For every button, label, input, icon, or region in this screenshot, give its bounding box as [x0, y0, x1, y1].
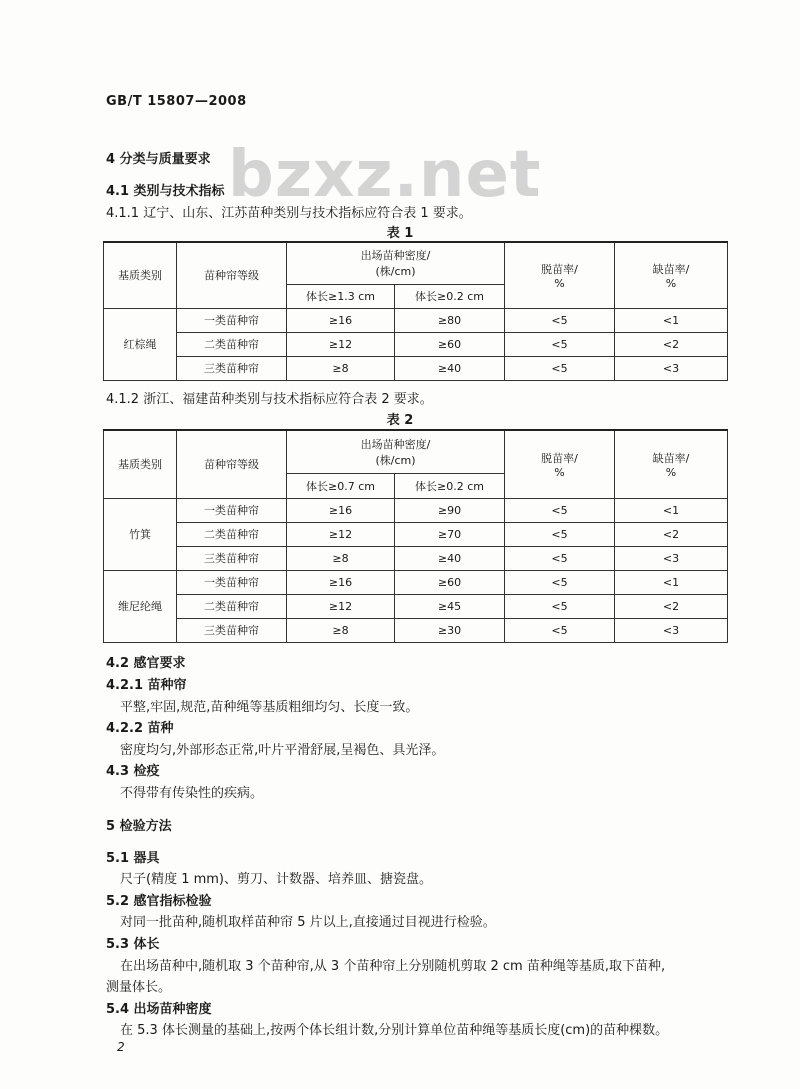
grade-cell: 二类苗种帘 [177, 522, 287, 546]
table-2 [103, 429, 728, 643]
missing-cell: <1 [615, 570, 728, 594]
grade-cell: 一类苗种帘 [177, 498, 287, 522]
header-missing-label: 缺苗率/ [652, 451, 690, 465]
header-density-unit: (株/cm) [375, 453, 416, 467]
header-missing-unit: % [665, 276, 677, 290]
section-4-1-2-text: 4.1.2 浙江、福建苗种类别与技术指标应符合表 2 要求。 [106, 392, 433, 407]
density-a-cell: ≥12 [287, 594, 395, 618]
section-5-3-title: 5.3 体长 [106, 937, 160, 952]
density-b-cell: ≥40 [395, 546, 505, 570]
detach-cell: <5 [505, 522, 615, 546]
section-5-2-body: 对同一批苗种,随机取样苗种帘 5 片以上,直接通过目视进行检验。 [120, 915, 496, 930]
header-length-a: 体长≥0.7 cm [287, 473, 395, 498]
header-detach-label: 脱苗率/ [541, 262, 578, 276]
header-missing-rate [615, 430, 728, 498]
section-5-title: 5 检验方法 [106, 819, 172, 834]
table-1 [103, 241, 728, 381]
header-missing-label: 缺苗率/ [652, 262, 690, 276]
detach-cell: <5 [505, 546, 615, 570]
header-missing-rate [615, 242, 728, 308]
section-4-3-body: 不得带有传染性的疾病。 [120, 786, 264, 801]
missing-cell: <3 [615, 546, 728, 570]
section-4-2-2-title: 4.2.2 苗种 [106, 721, 174, 736]
watermark: bzxz.net [228, 138, 542, 212]
grade-cell: 二类苗种帘 [177, 332, 287, 356]
header-density [287, 242, 505, 284]
header-grade: 苗种帘等级 [177, 242, 287, 308]
density-b-cell: ≥90 [395, 498, 505, 522]
section-4-1-1-text: 4.1.1 辽宁、山东、江苏苗种类别与技术指标应符合表 1 要求。 [106, 206, 472, 221]
section-4-2-title: 4.2 感官要求 [106, 656, 186, 671]
header-density-unit: (株/cm) [375, 265, 416, 279]
table-2-caption: 表 2 [386, 413, 414, 428]
density-a-cell: ≥16 [287, 308, 395, 332]
density-a-cell: ≥16 [287, 498, 395, 522]
section-4-2-2-body: 密度均匀,外部形态正常,叶片平滑舒展,呈褐色、具光泽。 [120, 743, 445, 758]
base-type-cell: 竹箕 [104, 498, 177, 570]
header-base: 基质类别 [104, 242, 177, 308]
header-length-b: 体长≥0.2 cm [395, 284, 505, 308]
missing-cell: <2 [615, 332, 728, 356]
detach-cell: <5 [505, 308, 615, 332]
missing-cell: <1 [615, 308, 728, 332]
grade-cell: 一类苗种帘 [177, 570, 287, 594]
header-density-label: 出场苗种密度/ [360, 437, 431, 451]
missing-cell: <2 [615, 594, 728, 618]
page-number: 2 [117, 1040, 125, 1054]
missing-cell: <2 [615, 522, 728, 546]
density-b-cell: ≥30 [395, 618, 505, 642]
header-detach-unit: % [554, 465, 565, 479]
density-a-cell: ≥8 [287, 618, 395, 642]
section-5-3-body-line1: 在出场苗种中,随机取 3 个苗种帘,从 3 个苗种帘上分别随机剪取 2 cm 苗种绳等基质,取下苗种, [120, 959, 666, 974]
header-length-b: 体长≥0.2 cm [395, 473, 505, 498]
density-b-cell: ≥60 [395, 332, 505, 356]
density-a-cell: ≥8 [287, 546, 395, 570]
detach-cell: <5 [505, 332, 615, 356]
detach-cell: <5 [505, 594, 615, 618]
section-5-4-title: 5.4 出场苗种密度 [106, 1002, 212, 1017]
header-detach-rate [505, 242, 615, 308]
section-5-1-body: 尺子(精度 1 mm)、剪刀、计数器、培养皿、搪瓷盘。 [120, 872, 433, 887]
header-detach-rate [505, 430, 615, 498]
density-a-cell: ≥12 [287, 522, 395, 546]
section-4-3-title: 4.3 检疫 [106, 764, 160, 779]
section-4-title: 4 分类与质量要求 [106, 152, 211, 167]
density-b-cell: ≥40 [395, 356, 505, 380]
density-a-cell: ≥16 [287, 570, 395, 594]
density-b-cell: ≥60 [395, 570, 505, 594]
header-missing-unit: % [665, 465, 677, 479]
section-5-1-title: 5.1 器具 [106, 851, 160, 866]
density-b-cell: ≥80 [395, 308, 505, 332]
base-type-cell: 维尼纶绳 [104, 570, 177, 642]
header-detach-unit: % [554, 276, 565, 290]
header-density [287, 430, 505, 473]
header-base: 基质类别 [104, 430, 177, 498]
missing-cell: <3 [615, 356, 728, 380]
section-5-4-body: 在 5.3 体长测量的基础上,按两个体长组计数,分别计算单位苗种绳等基质长度(cm)的苗种棵数。 [120, 1023, 669, 1038]
grade-cell: 三类苗种帘 [177, 618, 287, 642]
section-4-2-1-body: 平整,牢固,规范,苗种绳等基质粗细均匀、长度一致。 [120, 700, 419, 715]
table-1-caption: 表 1 [386, 226, 414, 241]
header-density-label: 出场苗种密度/ [360, 249, 431, 263]
detach-cell: <5 [505, 618, 615, 642]
detach-cell: <5 [505, 498, 615, 522]
header-grade: 苗种帘等级 [177, 430, 287, 498]
grade-cell: 三类苗种帘 [177, 546, 287, 570]
density-b-cell: ≥45 [395, 594, 505, 618]
section-5-2-title: 5.2 感官指标检验 [106, 894, 212, 909]
missing-cell: <3 [615, 618, 728, 642]
header-length-a: 体长≥1.3 cm [287, 284, 395, 308]
grade-cell: 一类苗种帘 [177, 308, 287, 332]
section-5-3-body-line2: 测量体长。 [106, 980, 172, 995]
base-type-cell: 红棕绳 [104, 308, 177, 380]
density-b-cell: ≥70 [395, 522, 505, 546]
detach-cell: <5 [505, 570, 615, 594]
section-4-2-1-title: 4.2.1 苗种帘 [106, 678, 187, 693]
missing-cell: <1 [615, 498, 728, 522]
density-a-cell: ≥12 [287, 332, 395, 356]
grade-cell: 三类苗种帘 [177, 356, 287, 380]
grade-cell: 二类苗种帘 [177, 594, 287, 618]
standard-number: GB/T 15807—2008 [106, 94, 247, 109]
section-4-1-title: 4.1 类别与技术指标 [106, 184, 225, 199]
header-detach-label: 脱苗率/ [541, 451, 578, 465]
detach-cell: <5 [505, 356, 615, 380]
density-a-cell: ≥8 [287, 356, 395, 380]
